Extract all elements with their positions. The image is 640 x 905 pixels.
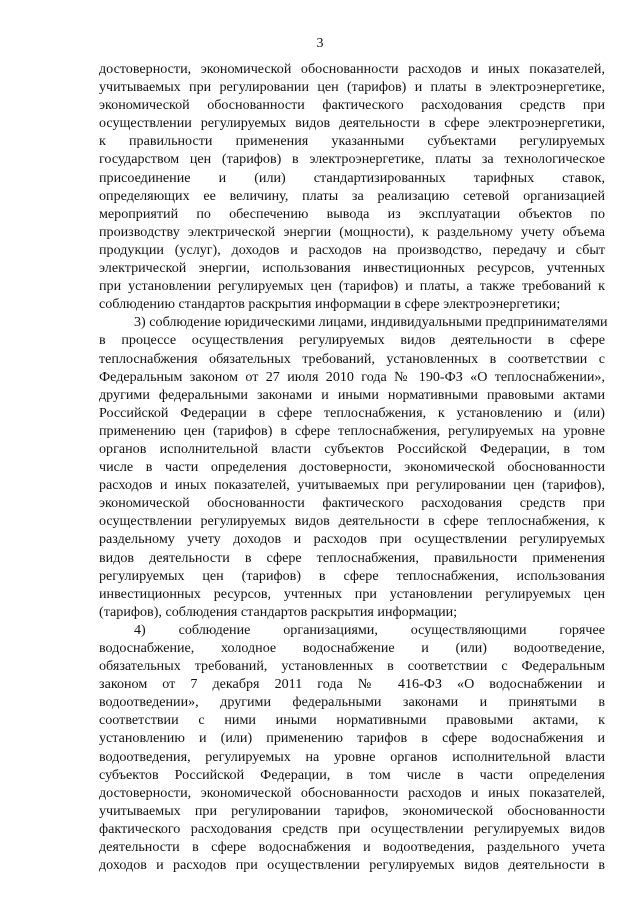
text-line: законом от 7 декабря 2011 года № 416-ФЗ «О водоснабжении и <box>99 676 605 693</box>
text-line: к правильности применения указанными субъектами регулируемых <box>99 133 605 150</box>
text-line: водоснабжение, холодное водоснабжение и (или) водоотведение, <box>99 640 605 656</box>
text-line: обязательных требований, установленных в соответствии с Федеральным <box>99 658 605 675</box>
text-line: учитываемых при регулировании цен (тарифов) и платы в электроэнергетике, <box>99 79 605 96</box>
text-line: другими федеральными законами и иными нормативными правовыми актами <box>99 386 605 403</box>
document-body <box>99 60 608 874</box>
text-line: соблюдению стандартов раскрытия информации в сфере электроэнергетики; <box>99 296 561 313</box>
text-line: применению цен (тарифов) в сфере теплоснабжения, регулируемых на уровне <box>99 422 605 439</box>
text-line: экономической обоснованности фактического расходования средств при <box>99 97 605 114</box>
text-line: числе в части определения достоверности, экономической обоснованности <box>99 459 605 476</box>
text-line: раздельному учету доходов и расходов при осуществлении регулируемых <box>99 531 605 548</box>
paragraph-start-line: 3) соблюдение юридическими лицами, индивидуальными предпринимателями <box>134 314 608 331</box>
text-line: субъектов Российской Федерации, в том числе в части определения <box>99 766 605 783</box>
text-line: инвестиционных ресурсов, учтенных при установлении регулируемых цен <box>99 585 605 602</box>
text-line: теплоснабжения обязательных требований, установленных в соответствии с <box>99 350 605 367</box>
text-line: установлению и (или) применению тарифов в сфере водоснабжения и <box>99 730 605 747</box>
text-line: расходов и иных показателей, учитываемых при регулировании цен (тарифов), <box>99 477 605 494</box>
text-line: деятельности в сфере водоснабжения и водоотведения, раздельного учета <box>99 839 605 856</box>
text-line: электрической энергии, использования инвестиционных ресурсов, учтенных <box>99 260 605 277</box>
text-line: (тарифов), соблюдения стандартов раскрытия информации; <box>99 603 458 620</box>
page-number: 3 <box>316 36 324 51</box>
text-line: достоверности, экономической обоснованности расходов и иных показателей, <box>99 61 605 77</box>
text-line: Федеральным законом от 27 июля 2010 года № 190-ФЗ «О теплоснабжении», <box>99 368 605 385</box>
text-line: органов исполнительной власти субъектов Российской Федерации, в том <box>99 440 605 457</box>
text-line: определяющих ее величину, платы за реализацию сетевой организацией <box>99 187 605 204</box>
text-line: присоединение и (или) стандартизированных тарифных ставок, <box>99 169 605 186</box>
text-line: водоотведении», другими федеральными законами и принятыми в <box>99 694 605 711</box>
text-line: видов деятельности в сфере теплоснабжения, правильности применения <box>99 549 605 566</box>
paragraph-start-line: 4) соблюдение организациями, осуществляющими горячее <box>134 621 605 638</box>
text-line: при установлении регулируемых цен (тарифов) и платы, а также требований к <box>99 278 605 295</box>
text-line: достоверности, экономической обоснованности расходов и иных показателей, <box>99 784 605 801</box>
text-line: соответствии с ними иными нормативными правовыми актами, к <box>99 712 605 729</box>
text-line: в процессе осуществления регулируемых видов деятельности в сфере <box>99 332 605 349</box>
text-line: экономической обоснованности фактического расходования средств при <box>99 495 605 512</box>
text-line: осуществлении регулируемых видов деятельности в сфере теплоснабжения, к <box>99 513 605 530</box>
text-line: Российской Федерации в сфере теплоснабжения, к установлению и (или) <box>99 404 605 421</box>
text-line: регулируемых цен (тарифов) в сфере теплоснабжения, использования <box>99 567 605 584</box>
text-line: мероприятий по обеспечению вывода из эксплуатации объектов по <box>99 205 605 222</box>
text-line: фактического расходования средств при осуществлении регулируемых видов <box>99 820 605 837</box>
text-line: продукции (услуг), доходов и расходов на производство, передачу и сбыт <box>99 241 605 258</box>
text-line: водоотведения, регулируемых на уровне органов исполнительной власти <box>99 748 605 765</box>
text-line: учитываемых при регулировании тарифов, экономической обоснованности <box>99 802 605 819</box>
text-line: производству электрической энергии (мощности), к раздельному учету объема <box>99 223 605 240</box>
text-line: осуществлении регулируемых видов деятельности в сфере электроэнергетики, <box>99 115 605 132</box>
text-line: доходов и расходов при осуществлении регулируемых видов деятельности в <box>99 857 605 874</box>
text-line: государством цен (тарифов) в электроэнергетике, платы за технологическое <box>99 151 605 168</box>
